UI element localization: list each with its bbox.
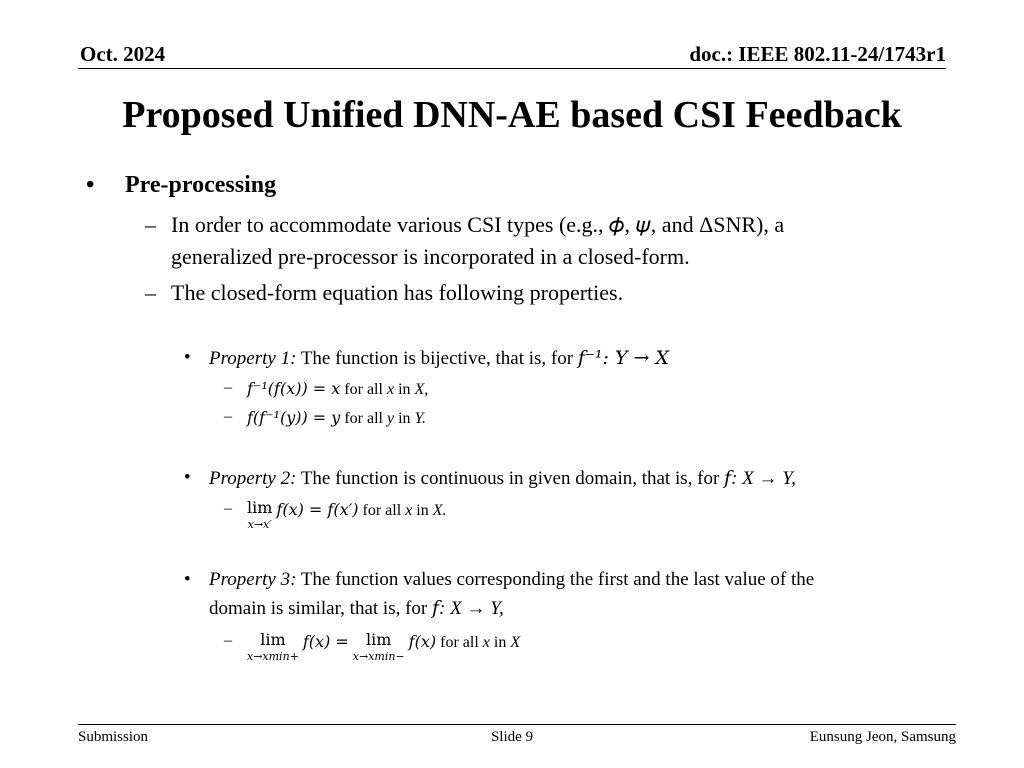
formula-set: X — [510, 634, 521, 651]
property-math: Y, — [782, 468, 796, 489]
property-dash: – — [224, 632, 232, 649]
formula-text: in — [489, 634, 511, 651]
limit-operator — [353, 632, 405, 662]
limit-subscript: x→xmin− — [352, 650, 405, 663]
property-marker: • — [184, 347, 191, 368]
sub-dash: – — [145, 212, 156, 237]
formula-text: in — [394, 381, 415, 398]
property-label: Property 1: — [209, 348, 297, 369]
footer-submission: Submission — [78, 729, 149, 745]
property-math: f — [724, 467, 732, 489]
property-text: domain is similar, that is, for — [209, 598, 432, 619]
property-math: f⁻¹: Y → X — [577, 347, 670, 369]
formula: f⁻¹(f(x)) = x — [247, 379, 341, 398]
property-text: The function is continuous in given domain, that is, for — [296, 468, 725, 489]
property-2 — [209, 464, 796, 493]
formula: f(f⁻¹(y)) = y — [247, 408, 341, 427]
property-math: : X → — [439, 598, 491, 619]
limit-word: lim — [366, 630, 392, 649]
formula-var: x — [405, 502, 413, 519]
property-dash: – — [224, 408, 232, 425]
property-3 — [209, 566, 814, 623]
property-math: Y, — [490, 598, 504, 619]
footer-author: Eunsung Jeon, Samsung — [809, 729, 956, 745]
property-3-item-1 — [247, 632, 520, 662]
bullet-marker: • — [86, 172, 95, 198]
property-marker: • — [184, 569, 191, 590]
sub-item-line: generalized pre-processor is incorporated in a closed-form. — [171, 244, 690, 269]
bullet-preprocessing: Pre-processing — [125, 172, 277, 198]
formula-var: y — [386, 410, 395, 427]
property-label: Property 2: — [209, 468, 297, 489]
formula-set: Y. — [414, 410, 426, 427]
property-marker: • — [184, 467, 191, 488]
formula: f(x) = — [302, 632, 349, 651]
formula-text: for all — [340, 381, 387, 398]
limit-subscript: x→x′ — [247, 518, 272, 531]
sub-item-csi-types — [171, 209, 784, 273]
sub-item-line: In order to accommodate various CSI types (e.g., 𝜙, 𝜓, and ΔSNR), a — [171, 212, 785, 237]
property-label: Property 3: — [209, 569, 297, 590]
header-date: Oct. 2024 — [80, 42, 166, 66]
formula-text: for all — [340, 410, 387, 427]
property-dash: – — [224, 379, 232, 396]
property-1 — [209, 344, 669, 373]
formula-text: in — [394, 410, 415, 427]
formula-text: for all — [436, 634, 483, 651]
header-doc-id: doc.: IEEE 802.11-24/1743r1 — [689, 42, 946, 66]
limit-operator — [247, 500, 272, 530]
formula-text: in — [412, 502, 433, 519]
property-2-item-1 — [247, 500, 446, 530]
limit-word: lim — [260, 630, 286, 649]
formula-var: x — [386, 381, 395, 398]
formula-set: X, — [414, 381, 429, 398]
formula-text: for all — [358, 502, 406, 519]
formula-var: x — [482, 634, 490, 651]
slide-title: Proposed Unified DNN-AE based CSI Feedback — [122, 94, 902, 136]
property-text: The function values corresponding the first and the last value of the — [296, 569, 815, 590]
limit-operator — [247, 632, 299, 662]
property-1-item-2 — [247, 408, 426, 428]
limit-word: lim — [247, 498, 273, 517]
formula: f(x) = f(x′) — [276, 500, 359, 519]
property-dash: – — [224, 500, 232, 517]
footer-rule — [78, 724, 956, 725]
property-math: : X → — [731, 468, 783, 489]
header-rule — [78, 68, 946, 69]
limit-subscript: x→xmin+ — [247, 650, 299, 663]
sub-item-properties: The closed-form equation has following properties. — [171, 280, 624, 305]
property-1-item-1 — [247, 379, 428, 399]
formula-set: X. — [432, 502, 447, 519]
property-text: The function is bijective, that is, for — [296, 348, 578, 369]
footer-slide-number: Slide 9 — [490, 729, 534, 745]
sub-dash: – — [145, 280, 156, 305]
formula: f(x) — [408, 632, 437, 651]
property-math: f — [432, 597, 440, 619]
